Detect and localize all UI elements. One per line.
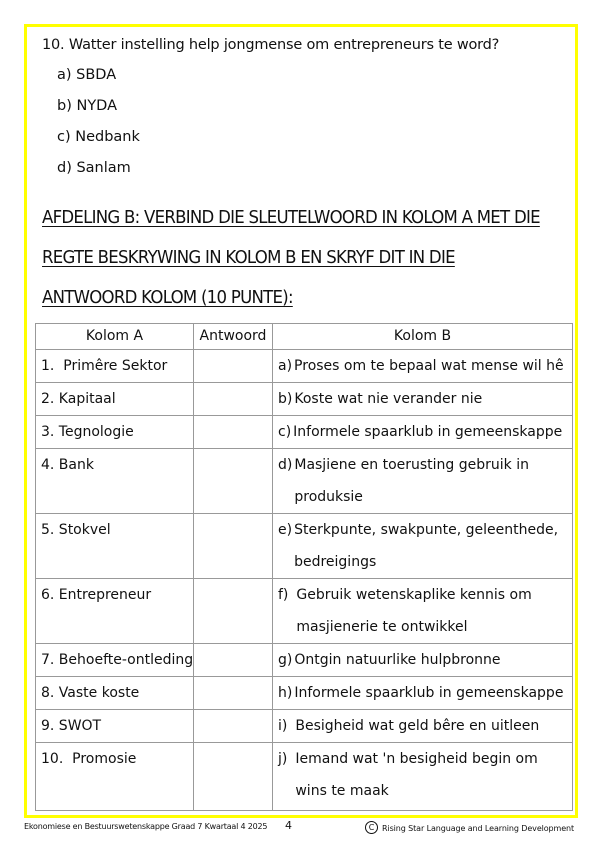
kolom-b-letter: h) [278,685,293,701]
answer-cell[interactable] [194,383,273,416]
kolom-b-cell [273,350,573,383]
kolom-b-text: Ontgin natuurlike hulpbronne [294,652,501,668]
kolom-b-cell [273,449,573,514]
kolom-a-cell: 5. Stokvel [36,514,194,579]
answer-cell[interactable] [194,579,273,644]
kolom-a-cell: 4. Bank [36,449,194,514]
table-header-row [36,324,573,350]
table-row [36,350,573,383]
footer-publisher: Rising Star Language and Learning Development [382,824,575,833]
kolom-b-cell [273,514,573,579]
answer-cell[interactable] [194,644,273,677]
kolom-b-content [278,677,567,709]
kolom-a-cell: 3. Tegnologie [36,416,194,449]
table-row [36,383,573,416]
header-kolom-a: Kolom A [36,324,194,350]
kolom-b-text: Informele spaarklub in gemeenskappe [294,685,564,701]
kolom-b-content [278,710,567,742]
footer-subject: Ekonomiese en Bestuurswetenskappe Graad 7 Kwartaal 4 2025 [24,822,268,831]
kolom-b-content [278,350,567,382]
kolom-a-cell: 2. Kapitaal [36,383,194,416]
kolom-b-text: Koste wat nie verander nie [294,391,483,407]
kolom-b-text: Gebruik wetenskaplike kennis om masjienerie te ontwikkel [296,587,532,635]
table-row [36,743,573,811]
table-row [36,416,573,449]
header-antwoord: Antwoord [194,324,273,350]
answer-cell[interactable] [194,677,273,710]
page-number: 4 [285,819,292,832]
answer-cell[interactable] [194,710,273,743]
kolom-b-letter: g) [278,652,293,668]
option-b[interactable]: b) NYDA [57,98,118,114]
kolom-a-cell: 1. Primêre Sektor [36,350,194,383]
kolom-b-cell [273,416,573,449]
kolom-a-cell: 8. Vaste koste [36,677,194,710]
kolom-b-cell [273,644,573,677]
answer-cell[interactable] [194,449,273,514]
kolom-b-letter: j) [278,751,288,767]
kolom-b-text: Besigheid wat geld bêre en uitleen [295,718,540,734]
kolom-b-cell [273,677,573,710]
kolom-b-letter: a) [278,358,293,374]
kolom-b-text: Informele spaarklub in gemeenskappe [293,424,563,440]
kolom-b-letter: c) [278,424,292,440]
kolom-a-cell: 10. Promosie [36,743,194,811]
table-row [36,579,573,644]
table-row [36,644,573,677]
kolom-b-content [278,644,567,676]
kolom-a-cell: 9. SWOT [36,710,194,743]
table-row [36,677,573,710]
answer-cell[interactable] [194,743,273,811]
kolom-b-cell [273,579,573,644]
table-row [36,514,573,579]
kolom-b-text: Proses om te bepaal wat mense wil hê [294,358,564,374]
answer-cell[interactable] [194,416,273,449]
kolom-b-content [278,743,567,807]
kolom-b-text: Masjiene en toerusting gebruik in produksie [294,457,529,505]
kolom-b-content [278,416,567,448]
kolom-b-cell [273,743,573,811]
section-b-heading-line-3: ANTWOORD KOLOM (10 PUNTE): [42,287,293,308]
kolom-b-cell [273,710,573,743]
kolom-b-letter: b) [278,391,293,407]
question-10-title: 10. Watter instelling help jongmense om entrepreneurs te word? [42,37,500,53]
kolom-b-text: Sterkpunte, swakpunte, geleenthede, bedreigings [294,522,559,570]
kolom-b-letter: f) [278,587,289,603]
option-c[interactable]: c) Nedbank [57,129,140,145]
kolom-b-content [278,579,567,643]
kolom-b-content [278,514,567,578]
header-kolom-b: Kolom B [273,324,573,350]
kolom-b-cell [273,383,573,416]
answer-cell[interactable] [194,514,273,579]
option-d[interactable]: d) Sanlam [57,160,131,176]
kolom-b-letter: e) [278,522,293,538]
answer-cell[interactable] [194,350,273,383]
table-row [36,449,573,514]
option-a[interactable]: a) SBDA [57,67,117,83]
kolom-b-letter: d) [278,457,293,473]
matching-table [35,323,573,811]
section-b-heading-line-1: AFDELING B: VERBIND DIE SLEUTELWOORD IN KOLOM A MET DIE [42,207,540,228]
copyright-icon: C [365,821,378,834]
kolom-b-text: Iemand wat 'n besigheid begin om wins te maak [295,751,538,799]
kolom-b-content [278,449,567,513]
kolom-b-content [278,383,567,415]
kolom-b-letter: i) [278,718,288,734]
kolom-a-cell: 7. Behoefte-ontleding [36,644,194,677]
footer-copyright [365,822,574,835]
kolom-a-cell: 6. Entrepreneur [36,579,194,644]
section-b-heading-line-2: REGTE BESKRYWING IN KOLOM B EN SKRYF DIT IN DIE [42,247,455,268]
table-row [36,710,573,743]
